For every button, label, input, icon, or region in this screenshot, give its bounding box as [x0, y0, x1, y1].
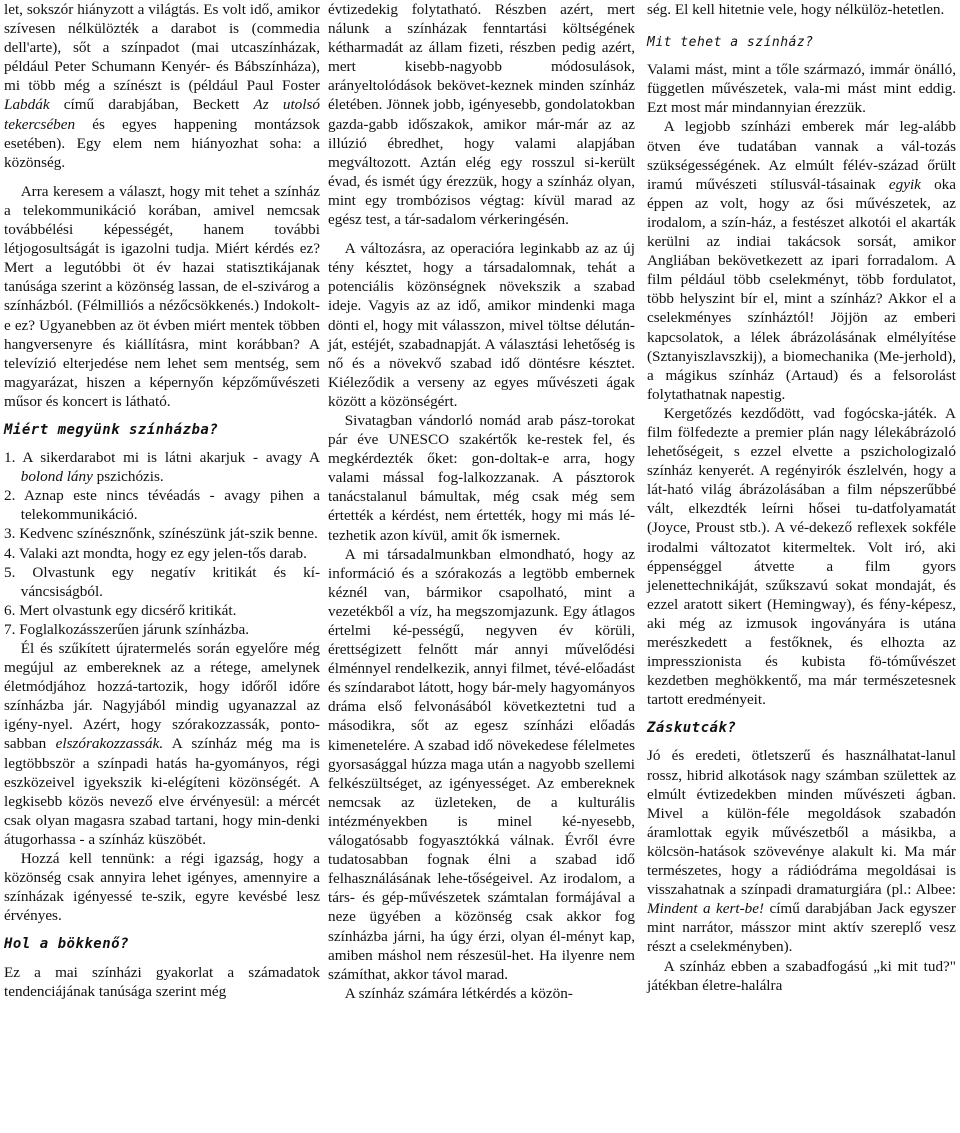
paragraph: ség. El kell hitetnie vele, hogy nélkülöz-hetetlen. [647, 1, 945, 18]
list-item: 2. Aznap este nincs tévéadás - avagy pihen a telekommunikáció. [4, 487, 320, 524]
list-item: 7. Foglalkozásszerűen járunk színházba. [4, 620, 250, 638]
text-run: pszichózis. [92, 468, 164, 486]
column-middle [328, 0, 635, 1003]
paragraph [647, 117, 956, 403]
list-item: 3. Kedvenc színésznőnk, színészünk ját-szik benne. [4, 525, 318, 543]
section-heading: Hol a bökkenő? [4, 936, 130, 953]
paragraph: Valami mást, mint a tőle származó, immár önálló, független művészetek, vala-mi mást mint eddig. Ezt most már mindannyian érezzük. [647, 61, 956, 117]
italic-title: bolond lány [20, 468, 93, 486]
list-item: 4. Valaki azt mondta, hogy ez egy jelen-tős darab. [4, 544, 307, 562]
text-run: A színház még ma is legtöbbször a színpadi hatás ha-gyományos, régi eszközeivel igyekszik ki-elégíteni közönségét. A legkisebb közös nevező elve érvényesül: a mércét csak olyan magasra szabad tartani, hogy min-denki átugorhassa - a színház küszöbét. [4, 735, 320, 848]
italic-title: Labdák [4, 96, 50, 114]
reasons-list [4, 448, 320, 639]
paragraph: Sivatagban vándorló nomád arab pász-torokat pár éve UNESCO szakértők ke-restek fel, és megkérdezték őket: gon-doltak-e arra, hogy valami mással fog-lalkozzanak. A pásztorok tanácstalanul bámultak, még csak még sem értették a kérdést, nem értették, hogy mi más lé-tezhetik azon kívül, amit ők ismernek. [328, 411, 635, 544]
text-run: A legjobb színházi emberek már leg-alább ötven éve tudatában vannak a vál-tozás szükségességének. Az elmúlt félév-század őrült iramú művészeti stílusvál-tásainak [647, 118, 956, 193]
list-item [4, 448, 320, 486]
text-run: oka éppen az volt, hogy az ősi művészetek, az irodalom, a szín-ház, a festészet alkotói el akarták kerülni az indiai takácsok sorsát, amikor Angliában bekövetkezett az ipari forradalom. A film például több cselekményt, több fordulatot, több helyszint bír el, mint a színház? Akkor el a cselekményes színháztól! Jöjjön az emberi kapcsolatok, a lélek ábrázolásának elmélyítése (Sztanyiszlavszkij), a biomechanika (Me-jerhold), a mágikus színház (Artaud) és a felsorolást folytathatnak napestig. [647, 175, 956, 403]
text-run: és egyes happening montázsok esetében). Egy elem nem hiányozhat soha: a közönség. [4, 115, 320, 171]
paragraph: évtizedekig folytatható. Részben azért, mert nálunk a színházak fenntartási költségének kétharmadát az állam fizeti, részben pedig azért, mert kisebb-nagyobb módosulások, arányeltolódások bekövet-keznek minden színház életében. Jönnek jobb, igényesebb, gondolatokban gazda-gabb időszakok, amikor már-már az az illúzió ébredhet, hogy valami alapjában megváltozott. Aztán elég egy rosszul si-került évad, és ismét úgy érezzük, hogy a színház olyan, mint egy trombózisos végtag: kívül marad az egész test, a tár-sadalom vérkeringésén. [328, 1, 635, 229]
text-run: című darabjában, Beckett [49, 96, 254, 114]
paragraph: Ez a mai színházi gyakorlat a számadatok tendenciájának tanúsága szerint még [4, 963, 320, 1000]
paragraph: A mi társadalmunkban elmondható, hogy az információ és a szórakozás a legtöbb embernek kéznél van, bármikor csapolható, mint a vezetékből a víz, ha megszomjazunk. Egy átlagos értelmi ké-pességű, negyven év körüli, érettségizett felnőtt már annyi művelődési élménnyel rendelkezik, annyi filmet, tévé-előadást és színdarabot látott, hogy bár-mely hagyományos dráma első felvonásából következtetni tud a másodikra, sőt az egesz színházi előadás kimenetelére. A szabad idő növekedese félelmetes gyorsasággal húzza maga után a nagyobb szellemi felkészültséget, az igényességet. Az embereknek nemcsak az üzleteken, de a kulturális intézményekben is minel ké-nyesebb, válogatósabb fogyasztókká válnak. Évről évre tudatosabban fognak élni a szabad idő felhasználásának lehe-tőségeivel. Az irodalom, a társ- és gép-művészetek számtalan formájával a neze ügyében a közönség csak akkor fog színházba járni, ha úgy érzi, olyan él-ményt kap, amiben máshol nem részesül-het. Ha ilyenre nem számíthat, akkor távol marad. [328, 545, 635, 983]
paragraph: Kergetőzés kezdődött, vad fogócska-játék. A film fölfedezte a premier plán nagy lélekábrázoló lehetőségeit, s ezzel elvette a pszichologizaló színház kenyerét. A regényirók észlelvén, hogy a lát-ható világ ábrázolásában a film népszerűbbé vált, elkezdték leírni hősei tu-datfolyamatát (Joyce, Proust stb.). A vé-dekező reflexek sokféle irodalmi változatot kitermeltek. Volt iró, aki éppenséggel átvette a film gyors jelenettechnikáját, szűkszavú sokat mondaját, és ezzel aratott sikert (Hemingway), és fény-képesz, aki még az izmusok ingoványára is utána merészkedett a festőknek, és elhozta az impresszionista és kubista fö-tóművészet kezdetben meghökkentő, ma már természetesnek tartott eredményeit. [647, 404, 956, 709]
italic-word: egyik [888, 175, 921, 193]
italic-title: Mindent a kert-be! [647, 900, 765, 918]
list-item: 6. Mert olvastunk egy dicsérő kritikát. [4, 601, 237, 619]
list-item: 5. Olvastunk egy negatív kritikát és kí-váncsiságból. [4, 563, 320, 600]
paragraph [4, 639, 320, 849]
text-run: Él és szűkített újratermelés során egyelőre még megújul az embereknek az a rétege, amelynek életmódjához hozzá-tartozik, hogy időről időre színházba jár. Nagyjából mindig ugyanazzal az igény-nyel. Azért, hogy szórakozzassák, ponto-sabban [4, 640, 320, 753]
text-run: 1. A sikerdarabot mi is látni akarjuk - avagy A [4, 449, 320, 467]
italic-title: Az utolsó tekercsében [4, 96, 320, 133]
paragraph [647, 746, 956, 956]
text-run: Jó és eredeti, ötletszerű és használhatat-lanul rossz, hibrid alkotások nagy számban születtek az elmúlt évtizedekben minden művészeti ágban. Mivel a külön-féle megoldások szabadón áramlottak egyik művészetből a másikba, a kölcsön-hatások szövevénye alakult ki. Ma már természetes, hogy a rádiódráma megoldásai is visszahatnak a színpadi dramaturgiára (pl.: Albee: [647, 747, 956, 899]
paragraph: A színház ebben a szabadfogású „ki mit tud?" játékban életre-halálra [647, 957, 956, 994]
section-heading: Mit tehet a színház? [647, 35, 814, 51]
paragraph: Arra keresem a választ, hogy mit tehet a színház a telekommunikáció korában, amivel nemcsak továbbélési képességét, hanem további létjogosultságát is igazolni tudja. Miért kérdés ez? Mert a legutóbbi öt év hazai statisztikájanak tanúsága szerint a közönség lassan, de el-szivárog a színházból. (Félmilliós a nézőcsökkenés.) Indokolt-e ez? Ugyanebben az öt évben miért mentek többen hangversenyre és kiállításra, mint korábban? A televízió elterjedése nem lehet sem mentség, sem magyarázat, hiszen a képernyőn képzőművészeti műsor és koncert is látható. [4, 182, 320, 410]
paragraph: A színház számára létkérdés a közön- [344, 984, 573, 1002]
paragraph-intro [4, 0, 320, 172]
paragraph: Hozzá kell tennünk: a régi igazság, hogy a közönség csak annyira lehet igényes, amennyire a színházak igényessé te-szik, egyre kevésbé lesz érvényes. [4, 850, 320, 925]
section-heading: Záskutcák? [647, 720, 737, 737]
paragraph: A változásra, az operacióra leginkabb az az új tény késztet, hogy a társadalomnak, tehát a potenciális közönségnek növekszik a szabad ideje. Vagyis az az idő, amikor mindenki maga dönti el, hogy mit válasszon, mivel töltse délután-ját, estéjét, szabadnapját. A választási lehetőség is nő és a növekvő szabad idő döntésre késztet. Kiéleződik a verseny az egyes művészeti ágak között a közönségért. [328, 240, 635, 410]
section-heading: Miért megyünk színházba? [4, 421, 219, 438]
column-right [647, 0, 956, 995]
italic-word: elszórakozzassák. [55, 735, 164, 753]
column-left [4, 0, 320, 1001]
text-run: című darabjában Jack egyszer mint narrátor, másszor mint aktív szereplő vesz részt a cselekményben). [647, 900, 956, 956]
text-run: let, sokszór hiányzott a világtás. Es volt idő, amikor szívesen nélkülözték a darabot is (commedia dell'arte), sőt a színpadot (mai utcaszínházak, például Peter Schumann Kenyér- és Bábszínháza), mi több még a színészt is (például Paul Foster [4, 1, 320, 95]
